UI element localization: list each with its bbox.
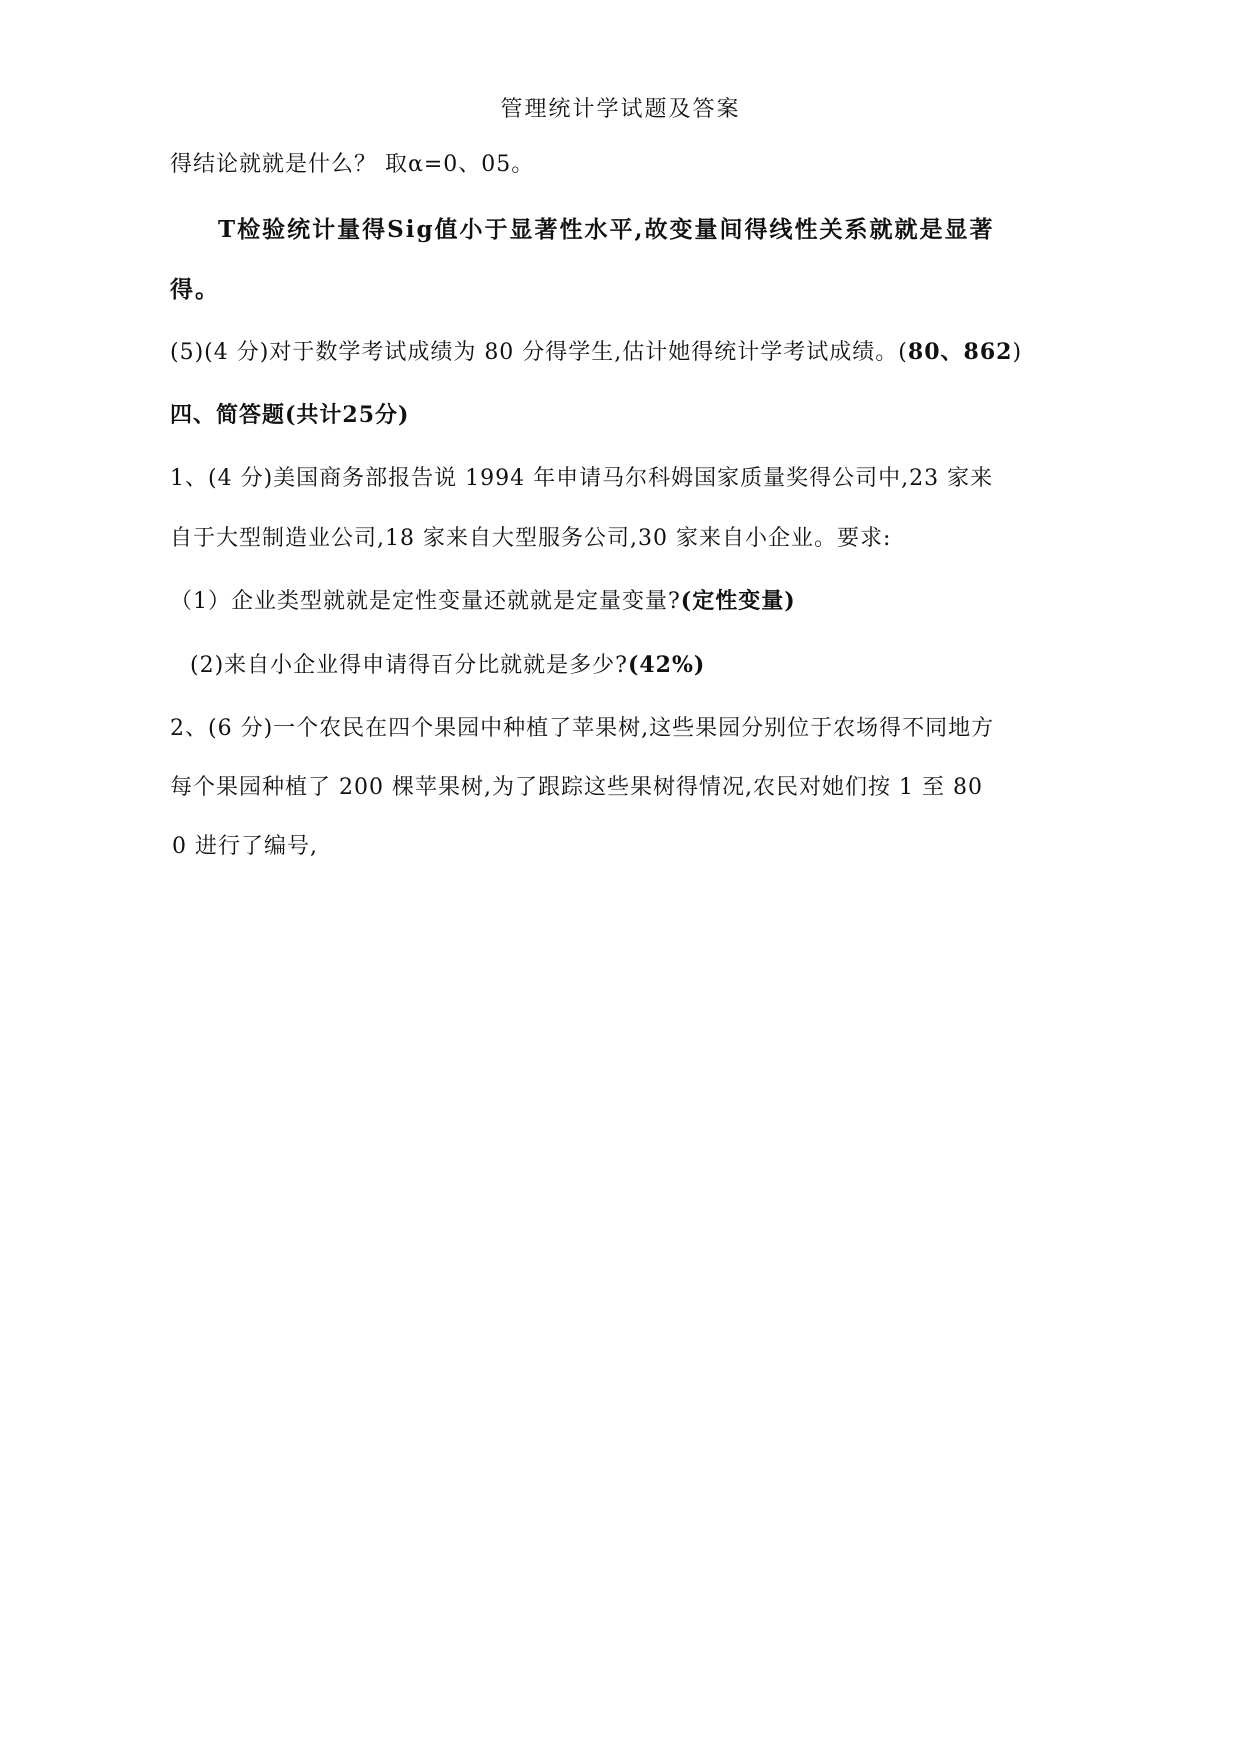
question-5-text: (5)(4 分)对于数学考试成绩为 80 分得学生,估计她得统计学考试成绩。( <box>170 340 908 365</box>
short-q1-sub-2-answer: (42%) <box>627 652 706 678</box>
short-q1-line-2: 自于大型制造业公司,18 家来自大型服务公司,30 家来自小企业。要求: <box>170 526 892 551</box>
short-q2-line-1: 2、(6 分)一个农民在四个果园中种植了苹果树,这些果园分别位于农场得不同地方 <box>170 716 995 741</box>
question-conclusion-line: 得结论就就是什么？ 取α=0、05。 <box>170 152 535 177</box>
answer-t-test-line: T检验统计量得Sig值小于显著性水平,故变量间得线性关系就就是显著 <box>218 216 995 243</box>
short-q1-sub-1-text: （1）企业类型就就是定性变量还就就是定量变量? <box>170 589 681 614</box>
short-q2-line-2: 每个果园种植了 200 棵苹果树,为了跟踪这些果树得情况,农民对她们按 1 至 80 <box>170 775 983 800</box>
page-header: 管理统计学试题及答案 <box>500 97 741 122</box>
short-q1-line-1: 1、(4 分)美国商务部报告说 1994 年申请马尔科姆国家质量奖得公司中,23 家来 <box>170 466 994 491</box>
short-q1-sub-1 <box>170 586 796 617</box>
section-heading-short-answer: 四、简答题(共计25分) <box>170 402 410 428</box>
short-q2-line-3: 0 进行了编号, <box>172 834 318 859</box>
question-5-answer: 80、862 <box>907 339 1013 365</box>
short-q1-sub-1-answer: (定性变量) <box>680 588 796 614</box>
answer-t-test-continuation: 得。 <box>170 276 220 303</box>
short-q1-sub-2 <box>190 650 705 681</box>
question-5-close-paren: ) <box>1012 340 1023 365</box>
question-5-line <box>170 337 1022 368</box>
short-q1-sub-2-text: (2)来自小企业得申请得百分比就就是多少? <box>190 653 628 678</box>
